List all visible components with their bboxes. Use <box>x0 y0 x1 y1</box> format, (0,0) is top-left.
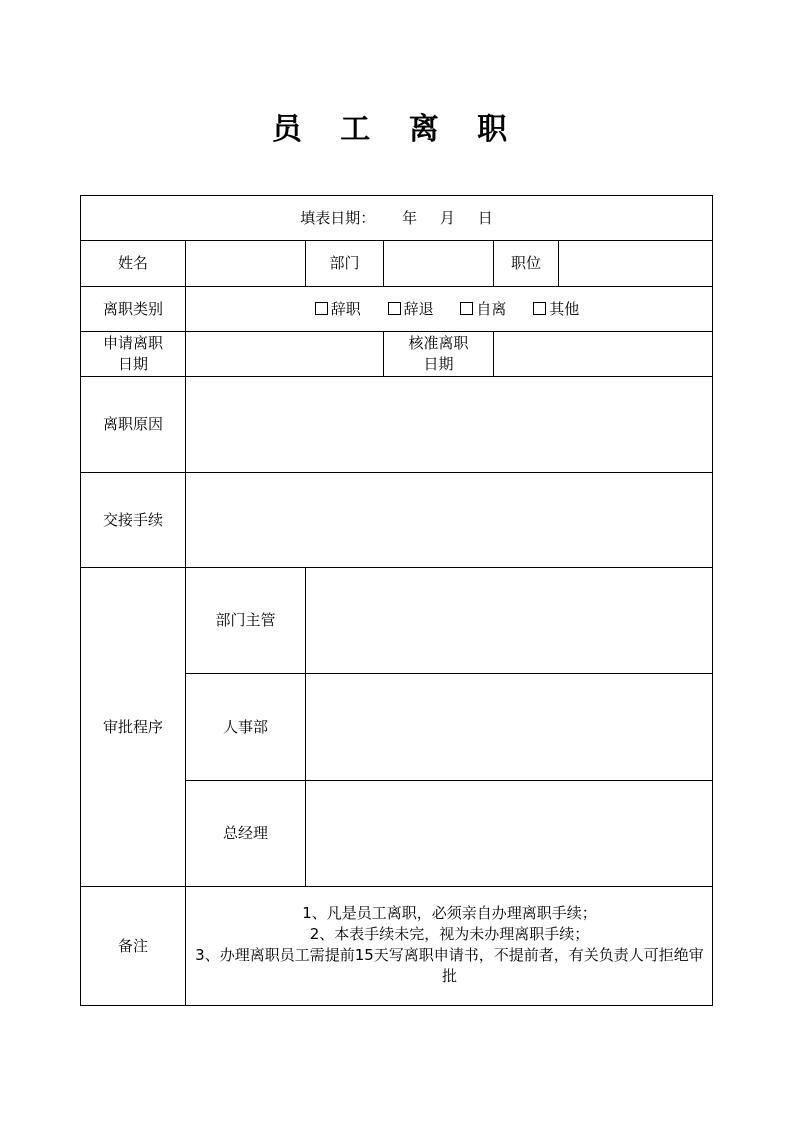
approve-date-label-line2: 日期 <box>423 355 454 373</box>
approval-step-hr: 人事部 <box>186 674 306 781</box>
approval-step-gm: 总经理 <box>186 781 306 887</box>
checkbox-icon[interactable] <box>533 302 546 315</box>
reason-row <box>81 377 713 473</box>
type-row <box>81 287 713 332</box>
name-dept-position-row <box>81 241 713 287</box>
type-option-dismissed[interactable] <box>388 299 434 320</box>
apply-date-label-line2: 日期 <box>117 355 148 373</box>
approval-field-gm[interactable] <box>306 781 713 887</box>
apply-date-label-line1: 申请离职 <box>102 334 163 352</box>
dates-row <box>81 332 713 377</box>
reason-label: 离职原因 <box>81 377 186 473</box>
fill-date-month: 月 <box>439 208 455 227</box>
apply-date-label <box>81 332 186 377</box>
type-option-label: 辞退 <box>403 299 434 318</box>
page-title: 员 工 离 职 <box>271 112 522 147</box>
approve-date-field[interactable] <box>494 332 713 377</box>
notes-row <box>81 887 713 1006</box>
position-field[interactable] <box>559 241 713 287</box>
fill-date-day: 日 <box>477 208 493 227</box>
dept-label: 部门 <box>306 241 384 287</box>
notes-content <box>186 887 713 1006</box>
approval-field-hr[interactable] <box>306 674 713 781</box>
checkbox-icon[interactable] <box>315 302 328 315</box>
approval-step-dept-manager: 部门主管 <box>186 568 306 674</box>
reason-field[interactable] <box>186 377 713 473</box>
notes-label: 备注 <box>81 887 186 1006</box>
approval-field-dept-manager[interactable] <box>306 568 713 674</box>
handover-row <box>81 473 713 568</box>
type-option-label: 其他 <box>549 299 580 318</box>
fill-date-row <box>81 196 713 241</box>
approval-label: 审批程序 <box>81 568 186 887</box>
apply-date-field[interactable] <box>186 332 384 377</box>
position-label: 职位 <box>494 241 559 287</box>
checkbox-icon[interactable] <box>460 302 473 315</box>
name-field[interactable] <box>186 241 306 287</box>
approve-date-label-line1: 核准离职 <box>408 334 469 352</box>
note-item: 2、本表手续未完，视为未办理离职手续； <box>309 925 590 943</box>
name-label: 姓名 <box>81 241 186 287</box>
type-option-label: 自离 <box>476 299 507 318</box>
approval-row-manager <box>81 568 713 674</box>
note-item: 1、凡是员工离职，必须亲自办理离职手续； <box>302 904 597 922</box>
handover-label: 交接手续 <box>81 473 186 568</box>
type-options <box>186 287 713 332</box>
type-option-other[interactable] <box>533 299 579 320</box>
fill-date-cell[interactable] <box>81 196 713 241</box>
handover-field[interactable] <box>186 473 713 568</box>
type-option-label: 辞职 <box>330 299 361 318</box>
dept-field[interactable] <box>384 241 494 287</box>
type-option-resign[interactable] <box>315 299 361 320</box>
fill-date-year: 年 <box>402 208 418 227</box>
type-label: 离职类别 <box>81 287 186 332</box>
note-item: 3、办理离职员工需提前15天写离职申请书，不提前者，有关负责人可拒绝审批 <box>195 946 704 985</box>
checkbox-icon[interactable] <box>388 302 401 315</box>
approve-date-label <box>384 332 494 377</box>
resignation-form <box>80 195 713 1006</box>
type-option-self-leave[interactable] <box>460 299 506 320</box>
fill-date-label: 填表日期： <box>300 208 376 227</box>
